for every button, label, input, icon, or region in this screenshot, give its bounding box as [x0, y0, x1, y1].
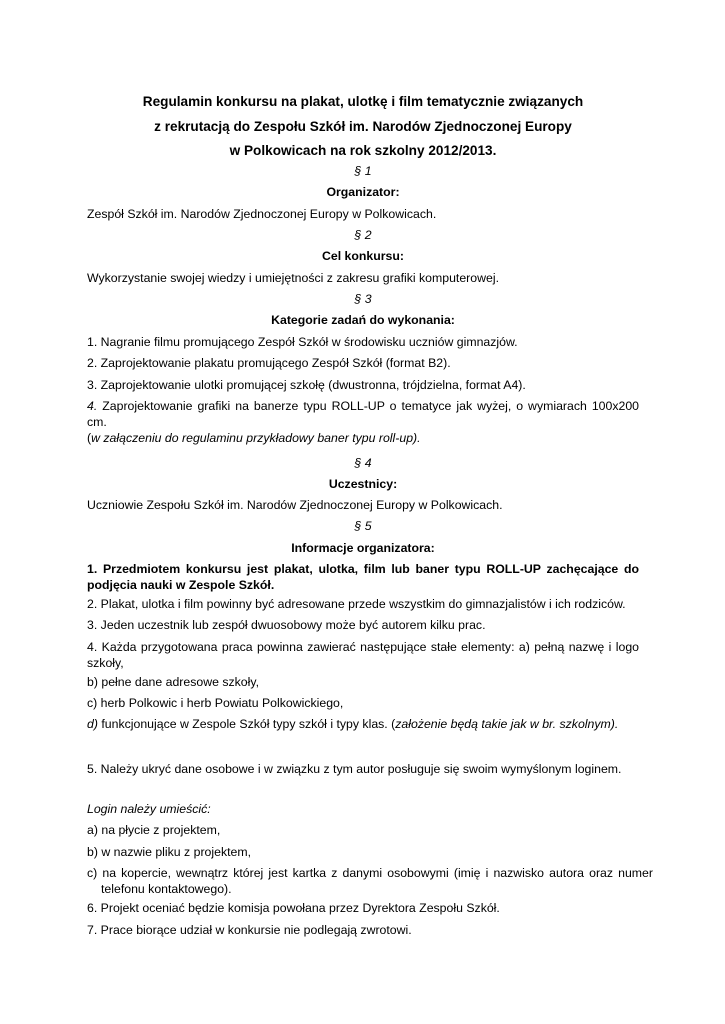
section-2-text: Wykorzystanie swojej wiedzy i umiejętności z zakresu grafiki komputerowej.	[87, 271, 499, 285]
task-item-4-open: (	[87, 431, 92, 445]
section-3-mark: § 3	[354, 292, 372, 306]
section-4-mark: § 4	[354, 456, 372, 470]
info-item-d-text: funkcjonujące w Zespole Szkół typy szkół i typy klas. (	[97, 717, 396, 731]
section-2-heading: Cel konkursu:	[322, 249, 404, 263]
info-item-d-note: założenie będą takie jak w br. szkolnym).	[395, 717, 619, 731]
task-item-1: 1. Nagranie filmu promującego Zespół Szkół w środowisku uczniów gimnazjów.	[87, 335, 518, 349]
section-3-heading: Kategorie zadań do wykonania:	[271, 313, 455, 327]
login-item-b: b) w nazwie pliku z projektem,	[87, 845, 252, 859]
info-item-d	[87, 716, 639, 732]
task-item-3: 3. Zaprojektowanie ulotki promującej szkołę (dwustronna, trójdzielna, format A4).	[87, 378, 526, 392]
section-5-mark: § 5	[354, 519, 372, 533]
login-item-a: a) na płycie z projektem,	[87, 823, 221, 837]
task-item-4-text: Zaprojektowanie grafiki na banerze typu ROLL-UP o tematyce jak wyżej, o wymiarach 100x200 cm.	[87, 399, 639, 429]
info-item-c: c) herb Polkowic i herb Powiatu Polkowickiego,	[87, 696, 344, 710]
info-paragraph-7: 7. Prace biorące udział w konkursie nie podlegają zwrotowi.	[87, 923, 412, 937]
info-paragraph-6: 6. Projekt oceniać będzie komisja powołana przez Dyrektora Zespołu Szkół.	[87, 901, 500, 915]
section-1-heading: Organizator:	[326, 185, 400, 199]
info-paragraph-4: 4. Każda przygotowana praca powinna zawierać następujące stałe elementy: a) pełną nazwę i logo szkoły,	[87, 640, 639, 670]
title-line-3: w Polkowicach na rok szkolny 2012/2013.	[229, 143, 497, 158]
task-item-4-note: w załączeniu do regulaminu przykładowy baner typu roll-up).	[91, 431, 421, 445]
info-paragraph-5: 5. Należy ukryć dane osobowe i w związku z tym autor posługuje się swoim wymyślonym loginem.	[87, 762, 622, 776]
section-4-text: Uczniowie Zespołu Szkół im. Narodów Zjednoczonej Europy w Polkowicach.	[87, 498, 503, 512]
task-item-4-number: 4.	[87, 399, 98, 413]
info-item-b: b) pełne dane adresowe szkoły,	[87, 675, 260, 689]
info-paragraph-2: 2. Plakat, ulotka i film powinny być adresowane przede wszystkim do gimnazjalistów i ich rodziców.	[87, 597, 626, 611]
login-heading: Login należy umieścić:	[87, 802, 211, 816]
task-item-2: 2. Zaprojektowanie plakatu promującego Zespół Szkół (format B2).	[87, 356, 451, 370]
info-item-d-label: d)	[87, 717, 98, 731]
section-5-heading: Informacje organizatora:	[291, 541, 435, 555]
login-item-c: c) na kopercie, wewnątrz której jest kartka z danymi osobowymi (imię i nazwisko autora oraz numer telefonu kontaktowego).	[87, 866, 653, 896]
section-1-text: Zespół Szkół im. Narodów Zjednoczonej Europy w Polkowicach.	[87, 207, 437, 221]
title-line-2: z rekrutacją do Zespołu Szkół im. Narodów Zjednoczonej Europy	[154, 119, 572, 134]
section-4-heading: Uczestnicy:	[328, 477, 398, 491]
title-line-1: Regulamin konkursu na plakat, ulotkę i film tematycznie związanych	[142, 94, 584, 109]
section-2-mark: § 2	[354, 228, 372, 242]
info-paragraph-1: 1. Przedmiotem konkursu jest plakat, ulotka, film lub baner typu ROLL-UP zachęcające do podjęcia nauki w Zespole Szkół.	[87, 562, 639, 592]
section-1-mark: § 1	[354, 164, 372, 178]
task-item-4	[87, 398, 639, 446]
info-paragraph-3: 3. Jeden uczestnik lub zespół dwuosobowy może być autorem kilku prac.	[87, 618, 486, 632]
